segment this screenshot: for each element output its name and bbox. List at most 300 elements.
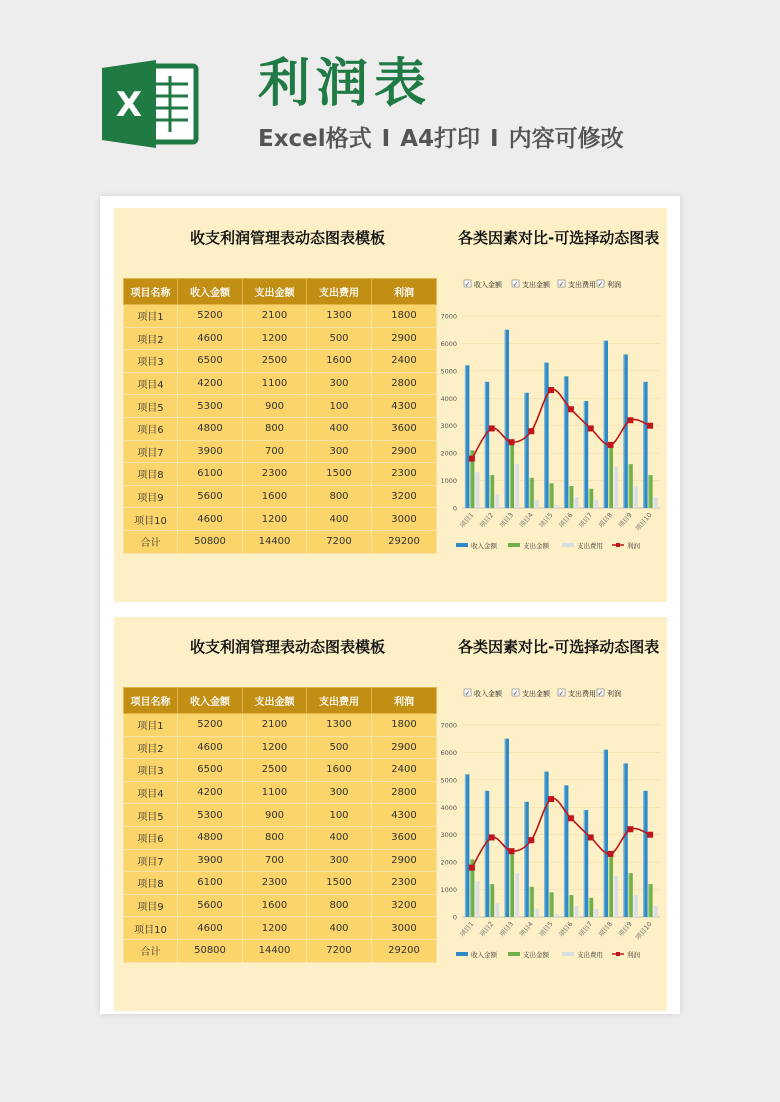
table-row: [124, 826, 437, 849]
series-toggle-label: 收入金额: [474, 690, 502, 698]
total-row: [124, 530, 437, 553]
table-row: [124, 350, 437, 373]
table-cell[interactable]: 合计: [124, 939, 178, 962]
table-cell[interactable]: 100: [307, 395, 372, 418]
bar-highlight: [529, 887, 530, 917]
profit-point: [489, 834, 495, 840]
table-row: [124, 714, 437, 737]
profit-point: [588, 425, 594, 431]
column-header: 收入金额: [178, 279, 243, 305]
bar-highlight: [643, 791, 644, 917]
legend-swatch: [456, 543, 468, 547]
chart-title: 各类因素对比-可选择动态图表: [458, 229, 660, 247]
table-row: [124, 804, 437, 827]
table-cell[interactable]: 800: [243, 826, 307, 849]
table-cell[interactable]: 5600: [178, 894, 243, 917]
bar-highlight: [569, 486, 570, 508]
table-cell[interactable]: 3200: [372, 894, 437, 917]
legend-label: 收入金额: [471, 542, 497, 550]
bar-highlight: [515, 464, 516, 508]
legend-label: 利润: [627, 542, 640, 550]
subtitle-editable: 内容可修改: [508, 126, 624, 152]
profit-point: [489, 425, 495, 431]
y-tick-label: 6000: [440, 748, 457, 757]
table-cell[interactable]: 1300: [307, 305, 372, 328]
column-header: 支出金额: [243, 688, 307, 714]
table-cell[interactable]: 2300: [372, 463, 437, 486]
bar-highlight: [584, 401, 585, 508]
checkmark-icon: ✓: [512, 280, 519, 289]
table-cell[interactable]: 3900: [178, 849, 243, 872]
table-cell[interactable]: 4200: [178, 781, 243, 804]
series-toggle[interactable]: [558, 689, 596, 698]
table-cell[interactable]: 2300: [372, 872, 437, 895]
subtitle-separator: I: [490, 126, 499, 152]
table-row: [124, 781, 437, 804]
table-cell[interactable]: 4300: [372, 395, 437, 418]
legend-item: [508, 950, 550, 959]
table-cell[interactable]: 1100: [243, 372, 307, 395]
table-cell[interactable]: 6100: [178, 463, 243, 486]
table-cell[interactable]: 项目6: [124, 417, 178, 440]
bar-highlight: [564, 785, 565, 917]
y-tick-label: 2000: [440, 858, 457, 867]
bar-highlight: [465, 774, 466, 917]
legend-swatch: [508, 543, 520, 547]
table-cell[interactable]: 2800: [372, 781, 437, 804]
table-cell[interactable]: 700: [243, 440, 307, 463]
table-cell[interactable]: 2300: [243, 872, 307, 895]
bar-highlight: [544, 363, 545, 508]
table-cell[interactable]: 2900: [372, 736, 437, 759]
legend-item: [562, 541, 603, 550]
table-cell[interactable]: 1100: [243, 781, 307, 804]
y-tick-label: 0: [452, 913, 457, 922]
checkmark-icon: ✓: [558, 280, 565, 289]
x-tick-label: 项目8: [596, 920, 615, 939]
page-title: 利润表: [258, 54, 433, 114]
table-cell[interactable]: 4800: [178, 826, 243, 849]
bar-highlight: [628, 873, 629, 917]
checkmark-icon: ✓: [597, 689, 604, 698]
series-toggle[interactable]: [597, 280, 621, 289]
bar-highlight: [623, 354, 624, 508]
table-cell[interactable]: 2300: [243, 463, 307, 486]
profit-point: [647, 423, 653, 429]
factor-comparison-chart: [434, 270, 667, 560]
total-row: [124, 939, 437, 962]
y-tick-label: 1000: [440, 477, 457, 486]
legend-item: [612, 541, 641, 550]
table-cell[interactable]: 1200: [243, 736, 307, 759]
table-row: [124, 872, 437, 895]
table-cell[interactable]: 2900: [372, 327, 437, 350]
table-cell[interactable]: 7200: [307, 530, 372, 553]
subtitle-print: A4打印: [400, 126, 481, 152]
table-cell[interactable]: 29200: [372, 530, 437, 553]
table-cell[interactable]: 项目10: [124, 917, 178, 940]
table-cell[interactable]: 项目5: [124, 395, 178, 418]
table-cell[interactable]: 1800: [372, 305, 437, 328]
table-cell[interactable]: 4200: [178, 372, 243, 395]
y-tick-label: 4000: [440, 803, 457, 812]
column-header: 利润: [372, 279, 437, 305]
bar-highlight: [510, 439, 511, 508]
bar-highlight: [554, 914, 555, 917]
bar-highlight: [554, 505, 555, 508]
bar-highlight: [515, 873, 516, 917]
table-cell[interactable]: 1300: [307, 714, 372, 737]
legend-item: [562, 950, 603, 959]
y-tick-label: 5000: [440, 367, 457, 376]
table-cell[interactable]: 29200: [372, 939, 437, 962]
document-sheet: [100, 196, 680, 1014]
table-cell[interactable]: 项目3: [124, 759, 178, 782]
template-panel: [114, 208, 667, 602]
column-header: 支出金额: [243, 279, 307, 305]
column-header: 收入金额: [178, 688, 243, 714]
series-toggle-label: 利润: [607, 690, 621, 698]
series-toggle[interactable]: [512, 280, 551, 289]
bar-highlight: [534, 500, 535, 508]
table-cell[interactable]: 项目8: [124, 463, 178, 486]
table-header-row: [124, 279, 437, 305]
table-cell[interactable]: 500: [307, 327, 372, 350]
table-cell[interactable]: 3600: [372, 826, 437, 849]
column-header: 支出费用: [307, 279, 372, 305]
legend-item: [456, 950, 498, 959]
legend-label: 支出金额: [523, 951, 549, 959]
table-cell[interactable]: 项目6: [124, 826, 178, 849]
series-toggle-label: 支出费用: [568, 690, 596, 698]
checkmark-icon: ✓: [558, 689, 565, 698]
table-cell[interactable]: 2500: [243, 350, 307, 373]
table-cell[interactable]: 项目1: [124, 714, 178, 737]
bar-highlight: [653, 497, 654, 508]
bar-highlight: [524, 393, 525, 508]
table-cell[interactable]: 1600: [307, 759, 372, 782]
series-toggle[interactable]: [512, 689, 551, 698]
table-row: [124, 894, 437, 917]
table-row: [124, 917, 437, 940]
legend-item: [612, 950, 641, 959]
table-row: [124, 395, 437, 418]
table-cell[interactable]: 4600: [178, 327, 243, 350]
table-cell[interactable]: 100: [307, 804, 372, 827]
table-cell[interactable]: 1800: [372, 714, 437, 737]
table-row: [124, 759, 437, 782]
bar-highlight: [465, 365, 466, 508]
y-tick-label: 7000: [440, 312, 457, 321]
bar-highlight: [505, 330, 506, 508]
legend-label: 利润: [627, 951, 640, 959]
table-cell[interactable]: 3600: [372, 417, 437, 440]
template-panel: [114, 617, 667, 1011]
table-cell[interactable]: 2800: [372, 372, 437, 395]
table-title: 收支利润管理表动态图表模板: [190, 229, 386, 247]
y-tick-label: 4000: [440, 394, 457, 403]
table-cell[interactable]: 项目2: [124, 736, 178, 759]
bar-highlight: [584, 810, 585, 917]
legend-item: [508, 541, 550, 550]
page-subtitle: [258, 124, 624, 154]
bar-highlight: [549, 892, 550, 917]
checkmark-icon: ✓: [597, 280, 604, 289]
y-tick-label: 1000: [440, 886, 457, 895]
series-toggle[interactable]: [464, 689, 503, 698]
table-row: [124, 327, 437, 350]
series-toggle-label: 利润: [607, 281, 621, 289]
table-cell[interactable]: 项目9: [124, 894, 178, 917]
profit-point: [627, 417, 633, 423]
factor-comparison-chart: [434, 679, 667, 969]
table-cell[interactable]: 900: [243, 804, 307, 827]
bar-highlight: [609, 854, 610, 917]
x-tick-label: 项目3: [497, 920, 516, 939]
subtitle-format: Excel格式: [258, 126, 372, 152]
series-toggle[interactable]: [464, 280, 503, 289]
table-row: [124, 417, 437, 440]
table-cell[interactable]: 400: [307, 917, 372, 940]
checkmark-icon: ✓: [512, 689, 519, 698]
table-cell[interactable]: 1600: [243, 894, 307, 917]
x-tick-label: 项目6: [557, 511, 575, 530]
profit-point: [548, 796, 554, 802]
table-cell[interactable]: 2900: [372, 849, 437, 872]
profit-point: [469, 456, 475, 462]
profit-point: [509, 848, 515, 854]
x-tick-label: 项目6: [557, 920, 575, 939]
bar-highlight: [485, 382, 486, 508]
table-cell[interactable]: 3000: [372, 508, 437, 531]
table-cell[interactable]: 项目1: [124, 305, 178, 328]
legend-label: 支出费用: [577, 542, 603, 550]
bar-highlight: [604, 750, 605, 917]
table-cell[interactable]: 800: [307, 485, 372, 508]
y-tick-label: 0: [452, 504, 457, 513]
table-cell[interactable]: 项目8: [124, 872, 178, 895]
bar-highlight: [564, 376, 565, 508]
profit-point: [588, 834, 594, 840]
table-cell[interactable]: 400: [307, 508, 372, 531]
legend-marker: [616, 952, 620, 956]
bar-highlight: [549, 483, 550, 508]
legend-swatch: [562, 952, 574, 956]
profit-table: [123, 278, 437, 554]
table-cell[interactable]: 1600: [243, 485, 307, 508]
column-header: 项目名称: [124, 279, 178, 305]
bar-highlight: [475, 881, 476, 917]
page-header: [0, 0, 780, 190]
bar-highlight: [490, 475, 491, 508]
bar-highlight: [569, 895, 570, 917]
bar-highlight: [648, 475, 649, 508]
x-tick-label: 项目10: [633, 511, 654, 533]
table-cell[interactable]: 1200: [243, 917, 307, 940]
table-cell[interactable]: 6100: [178, 872, 243, 895]
bar-highlight: [544, 772, 545, 917]
table-cell[interactable]: 7200: [307, 939, 372, 962]
x-tick-label: 项目8: [596, 511, 615, 530]
bar-highlight: [490, 884, 491, 917]
table-row: [124, 440, 437, 463]
table-cell[interactable]: 项目5: [124, 804, 178, 827]
bar-highlight: [485, 791, 486, 917]
table-cell[interactable]: 1600: [307, 350, 372, 373]
bar-highlight: [623, 763, 624, 917]
table-cell[interactable]: 5200: [178, 714, 243, 737]
profit-point: [568, 406, 574, 412]
table-row: [124, 508, 437, 531]
table-cell[interactable]: 2900: [372, 440, 437, 463]
table-cell[interactable]: 1200: [243, 327, 307, 350]
y-tick-label: 5000: [440, 776, 457, 785]
bar-highlight: [633, 486, 634, 508]
series-toggle-label: 支出费用: [568, 281, 596, 289]
table-cell[interactable]: 2500: [243, 759, 307, 782]
bar-highlight: [534, 909, 535, 917]
y-tick-label: 6000: [440, 339, 457, 348]
table-cell[interactable]: 6500: [178, 350, 243, 373]
legend-item: [456, 541, 498, 550]
table-cell[interactable]: 4300: [372, 804, 437, 827]
excel-icon: [100, 58, 200, 150]
table-cell[interactable]: 1200: [243, 508, 307, 531]
x-tick-label: 项目2: [478, 920, 496, 939]
table-row: [124, 305, 437, 328]
x-tick-label: 项目1: [458, 511, 476, 530]
bar-highlight: [643, 382, 644, 508]
legend-label: 支出金额: [523, 542, 549, 550]
legend-label: 支出费用: [577, 951, 603, 959]
x-tick-label: 项目7: [577, 920, 595, 939]
series-toggle-label: 支出金额: [522, 281, 550, 289]
bar-highlight: [594, 500, 595, 508]
table-cell[interactable]: 3000: [372, 917, 437, 940]
table-cell[interactable]: 300: [307, 372, 372, 395]
chart-title: 各类因素对比-可选择动态图表: [458, 638, 660, 656]
bar-highlight: [614, 876, 615, 917]
table-cell[interactable]: 2400: [372, 759, 437, 782]
bar-highlight: [574, 906, 575, 917]
bar-highlight: [589, 898, 590, 917]
legend-swatch: [562, 543, 574, 547]
series-toggle[interactable]: [558, 280, 596, 289]
legend-swatch: [508, 952, 520, 956]
bar-highlight: [609, 445, 610, 508]
table-cell[interactable]: 1500: [307, 872, 372, 895]
profit-point: [627, 826, 633, 832]
table-cell[interactable]: 4800: [178, 417, 243, 440]
profit-point: [509, 439, 515, 445]
profit-point: [608, 851, 614, 857]
table-cell[interactable]: 合计: [124, 530, 178, 553]
x-tick-label: 项目2: [478, 511, 496, 530]
legend-swatch: [456, 952, 468, 956]
bar-highlight: [495, 903, 496, 917]
table-cell[interactable]: 5300: [178, 395, 243, 418]
table-cell[interactable]: 项目4: [124, 372, 178, 395]
profit-point: [608, 442, 614, 448]
y-tick-label: 3000: [440, 831, 457, 840]
profit-point: [647, 832, 653, 838]
profit-point: [568, 815, 574, 821]
series-toggle[interactable]: [597, 689, 621, 698]
table-cell[interactable]: 50800: [178, 939, 243, 962]
table-cell[interactable]: 700: [243, 849, 307, 872]
table-cell[interactable]: 300: [307, 781, 372, 804]
table-cell[interactable]: 3200: [372, 485, 437, 508]
table-row: [124, 372, 437, 395]
x-tick-label: 项目3: [497, 511, 516, 530]
table-cell[interactable]: 4600: [178, 736, 243, 759]
table-cell[interactable]: 800: [307, 894, 372, 917]
x-tick-label: 项目4: [517, 920, 535, 939]
table-cell[interactable]: 3900: [178, 440, 243, 463]
table-row: [124, 736, 437, 759]
table-cell[interactable]: 项目3: [124, 350, 178, 373]
table-row: [124, 849, 437, 872]
table-cell[interactable]: 300: [307, 849, 372, 872]
y-tick-label: 3000: [440, 422, 457, 431]
x-tick-label: 项目9: [616, 920, 634, 939]
table-cell[interactable]: 2100: [243, 714, 307, 737]
x-tick-label: 项目9: [616, 511, 634, 530]
table-cell[interactable]: 500: [307, 736, 372, 759]
table-cell[interactable]: 5600: [178, 485, 243, 508]
table-cell[interactable]: 400: [307, 826, 372, 849]
bar-highlight: [589, 489, 590, 508]
table-cell[interactable]: 2400: [372, 350, 437, 373]
table-cell[interactable]: 4600: [178, 917, 243, 940]
table-cell[interactable]: 5200: [178, 305, 243, 328]
table-cell[interactable]: 300: [307, 440, 372, 463]
table-cell[interactable]: 项目10: [124, 508, 178, 531]
legend-label: 收入金额: [471, 951, 497, 959]
bar-highlight: [628, 464, 629, 508]
table-cell[interactable]: 项目7: [124, 440, 178, 463]
y-tick-label: 2000: [440, 449, 457, 458]
x-tick-label: 项目1: [458, 920, 476, 939]
profit-point: [548, 387, 554, 393]
table-cell[interactable]: 50800: [178, 530, 243, 553]
profit-table: [123, 687, 437, 963]
table-cell[interactable]: 400: [307, 417, 372, 440]
bar-highlight: [510, 848, 511, 917]
table-cell[interactable]: 14400: [243, 939, 307, 962]
table-cell[interactable]: 项目7: [124, 849, 178, 872]
bar-highlight: [574, 497, 575, 508]
table-cell[interactable]: 14400: [243, 530, 307, 553]
table-title: 收支利润管理表动态图表模板: [190, 638, 386, 656]
column-header: 项目名称: [124, 688, 178, 714]
x-tick-label: 项目10: [633, 920, 654, 942]
subtitle-separator: I: [381, 126, 391, 152]
table-cell[interactable]: 项目2: [124, 327, 178, 350]
table-cell[interactable]: 项目4: [124, 781, 178, 804]
table-cell[interactable]: 4600: [178, 508, 243, 531]
y-tick-label: 7000: [440, 721, 457, 730]
profit-point: [469, 865, 475, 871]
table-cell[interactable]: 5300: [178, 804, 243, 827]
table-cell[interactable]: 900: [243, 395, 307, 418]
table-cell[interactable]: 6500: [178, 759, 243, 782]
table-cell[interactable]: 项目9: [124, 485, 178, 508]
bar-highlight: [495, 494, 496, 508]
table-cell[interactable]: 2100: [243, 305, 307, 328]
table-cell[interactable]: 1500: [307, 463, 372, 486]
table-cell[interactable]: 800: [243, 417, 307, 440]
